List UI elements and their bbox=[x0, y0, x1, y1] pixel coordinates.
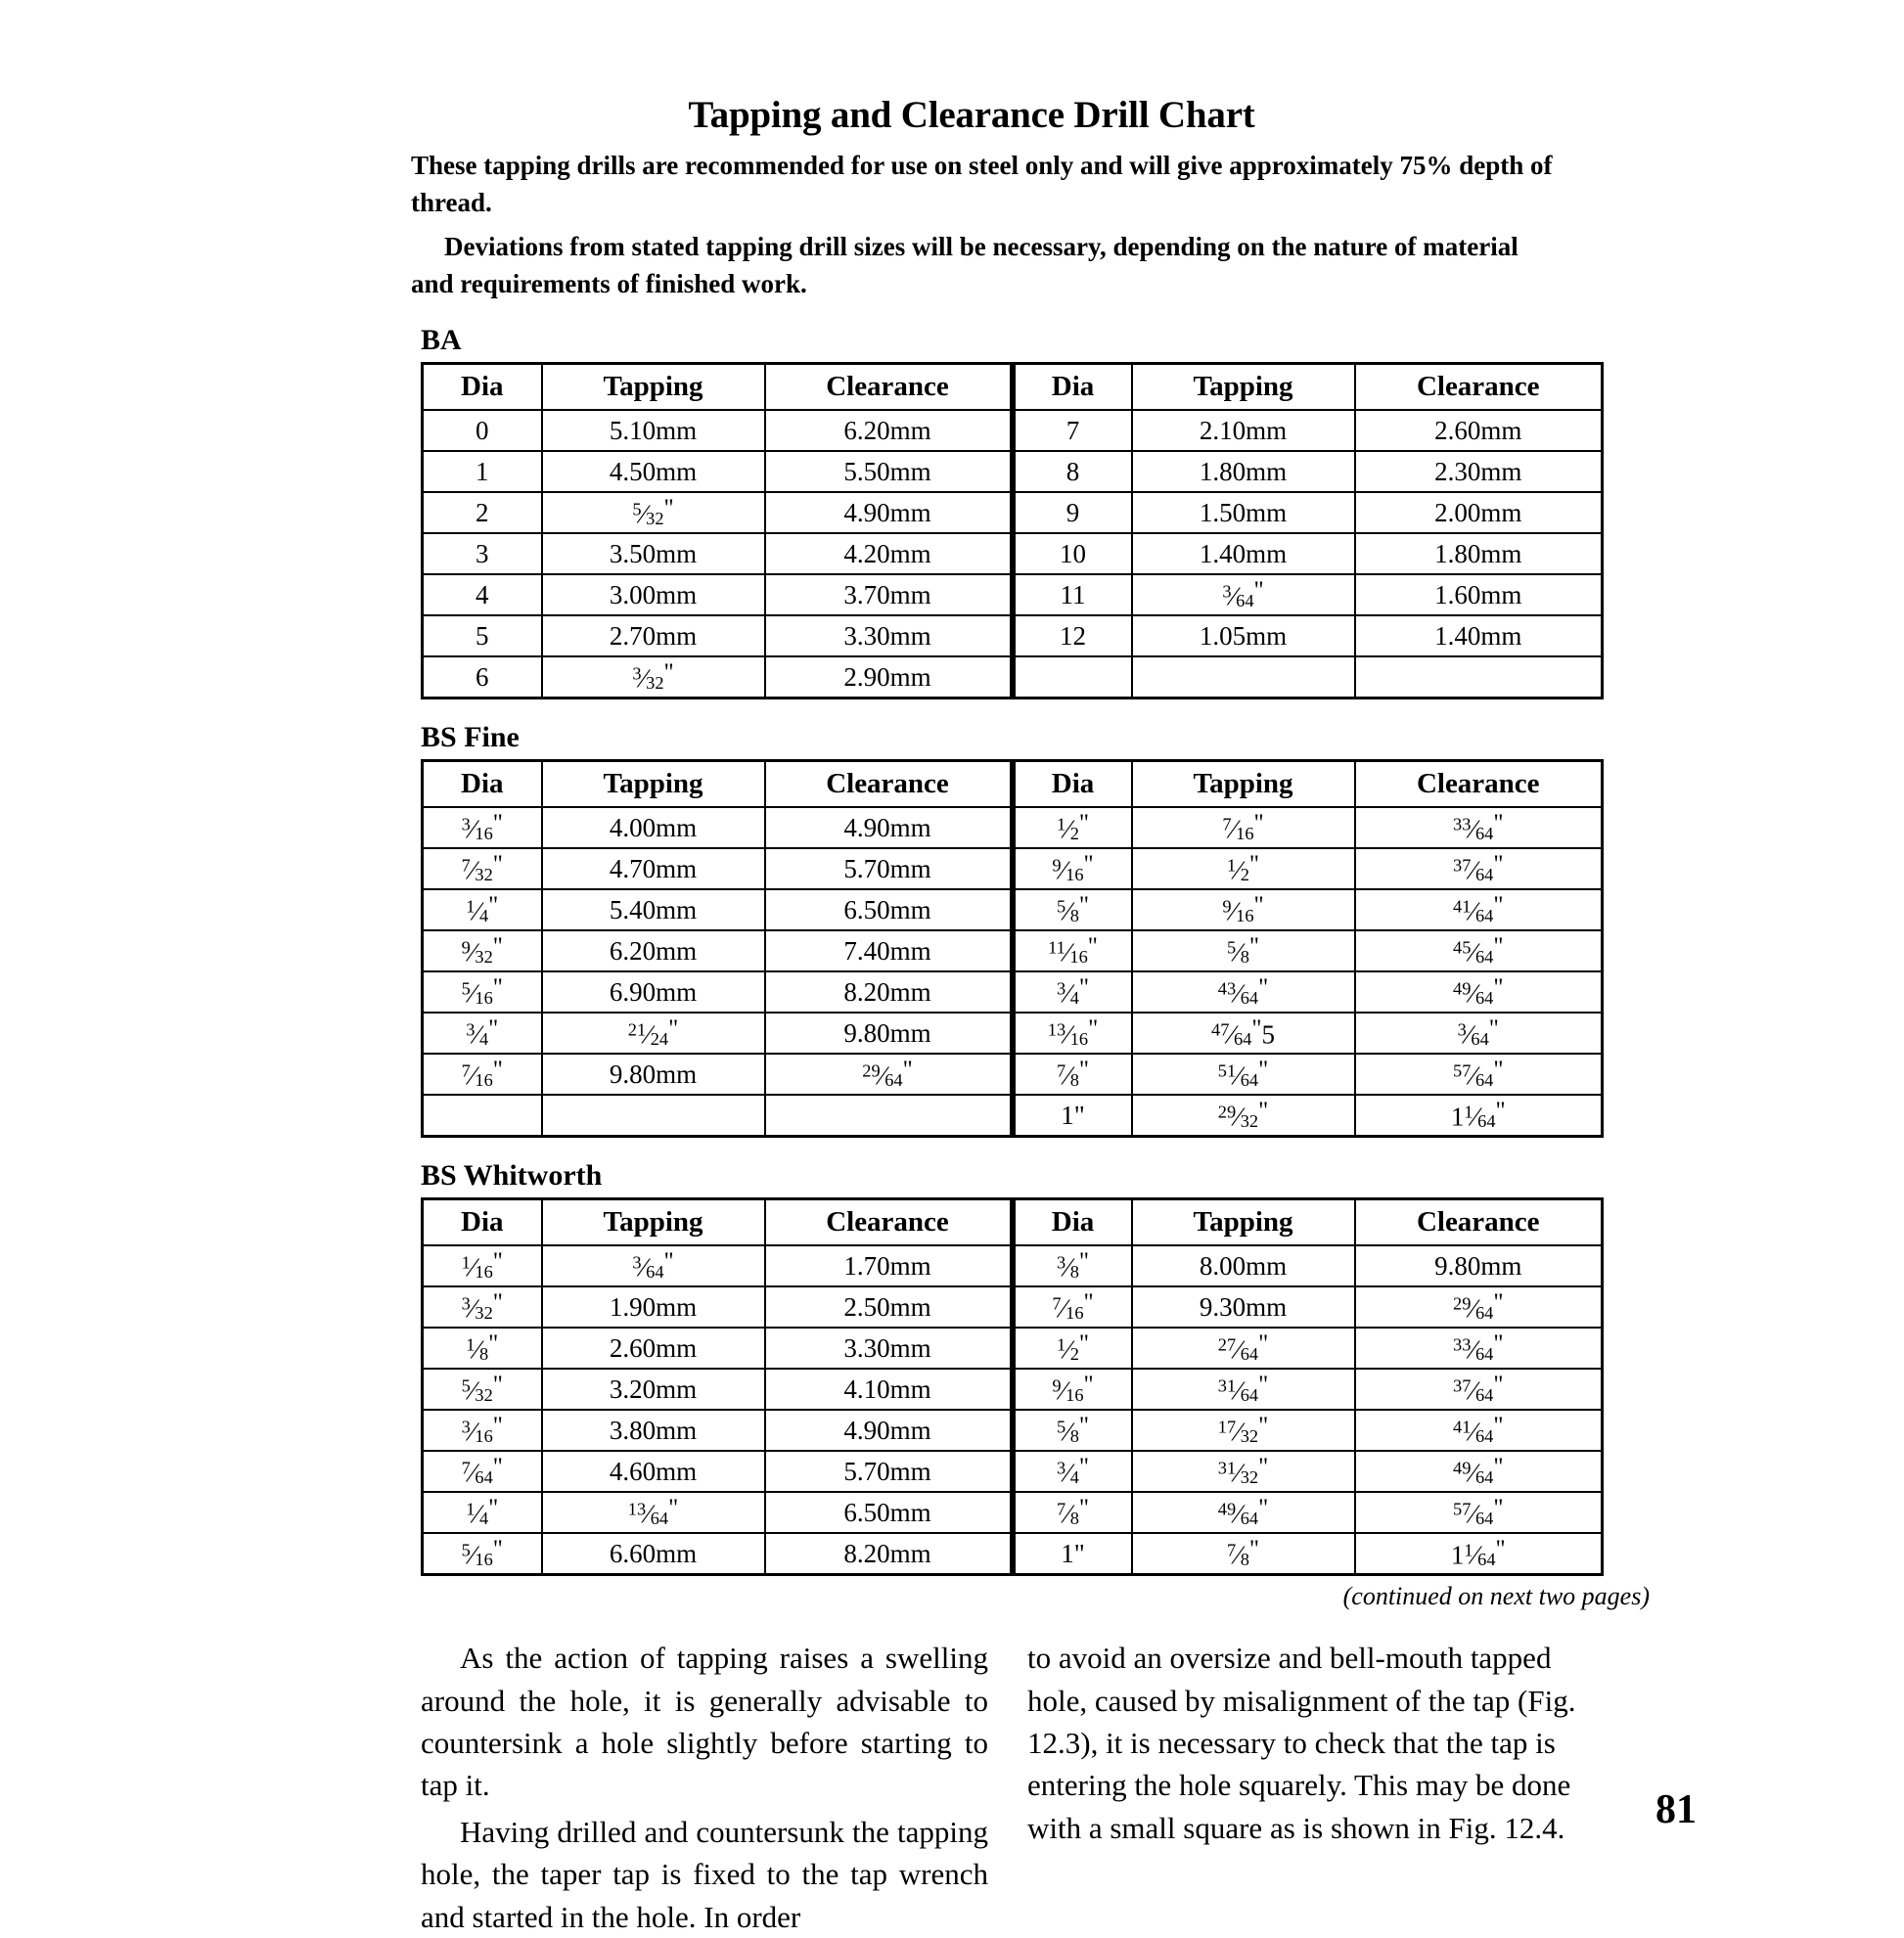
column-header: Clearance bbox=[1355, 364, 1603, 411]
table-cell: $^{43}$⁄64" bbox=[1132, 971, 1355, 1013]
table-cell: $^1$⁄4" bbox=[423, 889, 542, 930]
intro-paragraph-1: These tapping drills are recommended for use on steel only and will give approximately 75% depth of thread. bbox=[411, 151, 1553, 218]
column-header: Dia bbox=[1013, 761, 1132, 808]
table-cell: $^5$⁄16" bbox=[423, 971, 542, 1013]
table-cell bbox=[1132, 656, 1355, 699]
table-cell: 8.20mm bbox=[765, 971, 1013, 1013]
table-cell: 4.10mm bbox=[765, 1369, 1013, 1410]
column-header: Dia bbox=[423, 761, 542, 808]
table-cell: 7.40mm bbox=[765, 930, 1013, 971]
column-header: Dia bbox=[423, 364, 542, 411]
table-cell: $^7$⁄8" bbox=[1013, 1492, 1132, 1533]
table-row bbox=[423, 1054, 1603, 1095]
table-cell: 2.60mm bbox=[1355, 410, 1603, 451]
table-cell: $^{51}$⁄64" bbox=[1132, 1054, 1355, 1095]
table-cell: $1^1⁄64$" bbox=[1355, 1095, 1603, 1137]
table-cell: $^{47}$⁄64"5 bbox=[1132, 1013, 1355, 1054]
table-cell: $^7$⁄16" bbox=[1132, 807, 1355, 848]
table-cell: 5 bbox=[423, 615, 542, 656]
drill-tables-container bbox=[411, 324, 1708, 1576]
column-header: Clearance bbox=[765, 1199, 1013, 1246]
table-cell: 2.90mm bbox=[765, 656, 1013, 699]
table-cell: 4 bbox=[423, 574, 542, 615]
table-cell: $^3$⁄64" bbox=[542, 1245, 765, 1286]
table-cell: 8.20mm bbox=[765, 1533, 1013, 1575]
table-cell bbox=[423, 1095, 542, 1137]
column-header: Tapping bbox=[542, 1199, 765, 1246]
table-cell: 0 bbox=[423, 410, 542, 451]
table-cell: 9.80mm bbox=[765, 1013, 1013, 1054]
column-header: Clearance bbox=[765, 364, 1013, 411]
table-cell bbox=[765, 1095, 1013, 1137]
intro-paragraph-2: Deviations from stated tapping drill sizes will be necessary, depending on the nature of material and requirements of finished work. bbox=[411, 231, 1519, 298]
table-cell bbox=[542, 1095, 765, 1137]
column-header: Tapping bbox=[1132, 1199, 1355, 1246]
table-cell: 6.20mm bbox=[765, 410, 1013, 451]
table-row bbox=[423, 930, 1603, 971]
table-cell: 4.60mm bbox=[542, 1451, 765, 1492]
table-cell: 4.00mm bbox=[542, 807, 765, 848]
table-cell: 5.70mm bbox=[765, 1451, 1013, 1492]
column-header: Tapping bbox=[1132, 761, 1355, 808]
table-cell: $^9$⁄32" bbox=[423, 930, 542, 971]
table-row bbox=[423, 492, 1603, 533]
table-cell: $^{49}$⁄64" bbox=[1132, 1492, 1355, 1533]
table-cell: 3.30mm bbox=[765, 615, 1013, 656]
table-cell: 2.70mm bbox=[542, 615, 765, 656]
table-header-row bbox=[423, 364, 1603, 411]
body-column-right bbox=[1027, 1637, 1595, 1938]
table-cell: 12 bbox=[1013, 615, 1132, 656]
table-cell: $^5$⁄32" bbox=[423, 1369, 542, 1410]
table-cell: $^5$⁄8" bbox=[1013, 889, 1132, 930]
column-header: Tapping bbox=[1132, 364, 1355, 411]
table-cell: $^5$⁄32" bbox=[542, 492, 765, 533]
table-cell: 9.80mm bbox=[1355, 1245, 1603, 1286]
table-cell: 3.20mm bbox=[542, 1369, 765, 1410]
table-cell: $^{37}$⁄64" bbox=[1355, 1369, 1603, 1410]
table-cell: $^3$⁄4" bbox=[423, 1013, 542, 1054]
table-cell: 5.10mm bbox=[542, 410, 765, 451]
table-cell: $^7$⁄16" bbox=[423, 1054, 542, 1095]
table-cell: 10 bbox=[1013, 533, 1132, 574]
table-cell: 5.70mm bbox=[765, 848, 1013, 889]
table-cell: 8.00mm bbox=[1132, 1245, 1355, 1286]
table-cell: 2.00mm bbox=[1355, 492, 1603, 533]
table-cell: $^{29}$⁄64" bbox=[765, 1054, 1013, 1095]
table-cell: $^{49}$⁄64" bbox=[1355, 971, 1603, 1013]
table-section-label: BS Whitworth bbox=[421, 1159, 603, 1193]
table-cell: $1^1⁄64$" bbox=[1355, 1533, 1603, 1575]
table-cell: $^{57}$⁄64" bbox=[1355, 1054, 1603, 1095]
table-row bbox=[423, 1286, 1603, 1328]
table-cell: 4.50mm bbox=[542, 451, 765, 492]
table-cell: $^3$⁄4" bbox=[1013, 971, 1132, 1013]
column-header: Tapping bbox=[542, 364, 765, 411]
table-cell: $^{31}$⁄32" bbox=[1132, 1451, 1355, 1492]
table-cell: 9 bbox=[1013, 492, 1132, 533]
continued-note: (continued on next two pages) bbox=[1342, 1582, 1650, 1611]
table-cell: $^{33}$⁄64" bbox=[1355, 807, 1603, 848]
table-cell: $^7$⁄8" bbox=[1013, 1054, 1132, 1095]
drill-table bbox=[421, 1197, 1604, 1576]
table-cell: 11 bbox=[1013, 574, 1132, 615]
table-cell: 1.60mm bbox=[1355, 574, 1603, 615]
table-cell: 1.90mm bbox=[542, 1286, 765, 1328]
table-cell bbox=[1013, 656, 1132, 699]
table-cell: $^{11}$⁄16" bbox=[1013, 930, 1132, 971]
table-cell: 2.50mm bbox=[765, 1286, 1013, 1328]
table-row bbox=[423, 1492, 1603, 1533]
table-cell: 2.30mm bbox=[1355, 451, 1603, 492]
table-cell: 6.50mm bbox=[765, 1492, 1013, 1533]
table-cell: 6.20mm bbox=[542, 930, 765, 971]
table-cell: 4.90mm bbox=[765, 1410, 1013, 1451]
table-cell: $^{41}$⁄64" bbox=[1355, 1410, 1603, 1451]
table-cell: $^5$⁄8" bbox=[1132, 930, 1355, 971]
table-cell: $^7$⁄8" bbox=[1132, 1533, 1355, 1575]
table-cell: $^7$⁄64" bbox=[423, 1451, 542, 1492]
body-text-columns bbox=[421, 1637, 1595, 1938]
table-cell: $^3$⁄32" bbox=[423, 1286, 542, 1328]
drill-table bbox=[421, 759, 1604, 1138]
table-cell: $^{41}$⁄64" bbox=[1355, 889, 1603, 930]
table-header-row bbox=[423, 761, 1603, 808]
table-cell: 3.70mm bbox=[765, 574, 1013, 615]
table-header-row bbox=[423, 1199, 1603, 1246]
table-cell: $^{33}$⁄64" bbox=[1355, 1328, 1603, 1369]
table-cell: $^{13}$⁄64" bbox=[542, 1492, 765, 1533]
table-cell: 7 bbox=[1013, 410, 1132, 451]
table-cell: $^9$⁄16" bbox=[1132, 889, 1355, 930]
table-cell: $^5$⁄8" bbox=[1013, 1410, 1132, 1451]
column-header: Dia bbox=[423, 1199, 542, 1246]
table-cell: 3 bbox=[423, 533, 542, 574]
table-cell: 1.40mm bbox=[1355, 615, 1603, 656]
table-cell: 2.60mm bbox=[542, 1328, 765, 1369]
table-cell: $^{17}$⁄32" bbox=[1132, 1410, 1355, 1451]
table-cell: $^{27}$⁄64" bbox=[1132, 1328, 1355, 1369]
table-cell: 3.50mm bbox=[542, 533, 765, 574]
table-cell: $^1$⁄8" bbox=[423, 1328, 542, 1369]
table-row bbox=[423, 1533, 1603, 1575]
column-header: Clearance bbox=[1355, 761, 1603, 808]
table-row bbox=[423, 451, 1603, 492]
column-header: Clearance bbox=[1355, 1199, 1603, 1246]
drill-table bbox=[421, 362, 1604, 699]
table-cell: $^3$⁄16" bbox=[423, 807, 542, 848]
table-cell bbox=[1355, 656, 1603, 699]
table-cell: 1.70mm bbox=[765, 1245, 1013, 1286]
table-cell: $^3$⁄32" bbox=[542, 656, 765, 699]
table-row bbox=[423, 848, 1603, 889]
table-cell: $^1$⁄2" bbox=[1132, 848, 1355, 889]
table-row bbox=[423, 574, 1603, 615]
table-cell: $^{31}$⁄64" bbox=[1132, 1369, 1355, 1410]
table-section-label: BA bbox=[421, 324, 462, 357]
table-cell: 4.90mm bbox=[765, 807, 1013, 848]
table-row bbox=[423, 889, 1603, 930]
table-row bbox=[423, 1013, 1603, 1054]
body-paragraph: As the action of tapping raises a swelling around the hole, it is generally advisable to countersink a hole slightly before starting to tap it. bbox=[421, 1641, 988, 1803]
table-cell: 4.90mm bbox=[765, 492, 1013, 533]
table-cell: $^5$⁄16" bbox=[423, 1533, 542, 1575]
column-header: Tapping bbox=[542, 761, 765, 808]
table-cell: 1.40mm bbox=[1132, 533, 1355, 574]
table-row bbox=[423, 1245, 1603, 1286]
table-cell: $^3$⁄64" bbox=[1355, 1013, 1603, 1054]
table-cell: 1" bbox=[1013, 1095, 1132, 1137]
table-cell: 2.10mm bbox=[1132, 410, 1355, 451]
table-row bbox=[423, 615, 1603, 656]
table-cell: 6.50mm bbox=[765, 889, 1013, 930]
table-cell: $^{49}$⁄64" bbox=[1355, 1451, 1603, 1492]
table-cell: $^{21}$⁄24" bbox=[542, 1013, 765, 1054]
table-cell: 1.05mm bbox=[1132, 615, 1355, 656]
table-cell: $^1$⁄2" bbox=[1013, 807, 1132, 848]
table-cell: 1.80mm bbox=[1355, 533, 1603, 574]
table-cell: $^1$⁄2" bbox=[1013, 1328, 1132, 1369]
table-row bbox=[423, 1451, 1603, 1492]
table-cell: 3.30mm bbox=[765, 1328, 1013, 1369]
table-cell: 6 bbox=[423, 656, 542, 699]
table-cell: 3.80mm bbox=[542, 1410, 765, 1451]
table-row bbox=[423, 807, 1603, 848]
table-cell: 6.60mm bbox=[542, 1533, 765, 1575]
table-cell: 1.80mm bbox=[1132, 451, 1355, 492]
body-paragraph: Having drilled and countersunk the tapping hole, the taper tap is fixed to the tap wrench and started in the hole. In order bbox=[421, 1814, 988, 1934]
table-cell: $^{37}$⁄64" bbox=[1355, 848, 1603, 889]
table-cell: 5.40mm bbox=[542, 889, 765, 930]
table-cell: $^1$⁄4" bbox=[423, 1492, 542, 1533]
table-row bbox=[423, 1410, 1603, 1451]
page-number: 81 bbox=[1655, 1787, 1697, 1832]
table-row bbox=[423, 410, 1603, 451]
table-cell: $^7$⁄16" bbox=[1013, 1286, 1132, 1328]
table-row bbox=[423, 1328, 1603, 1369]
table-cell: 1 bbox=[423, 451, 542, 492]
table-cell: $^{45}$⁄64" bbox=[1355, 930, 1603, 971]
table-cell: 5.50mm bbox=[765, 451, 1013, 492]
column-header: Dia bbox=[1013, 364, 1132, 411]
table-cell: 3.00mm bbox=[542, 574, 765, 615]
table-cell: $^{29}$⁄64" bbox=[1355, 1286, 1603, 1328]
table-row bbox=[423, 1095, 1603, 1137]
table-cell: 1.50mm bbox=[1132, 492, 1355, 533]
column-header: Clearance bbox=[765, 761, 1013, 808]
table-cell: 1" bbox=[1013, 1533, 1132, 1575]
column-header: Dia bbox=[1013, 1199, 1132, 1246]
table-cell: $^3$⁄8" bbox=[1013, 1245, 1132, 1286]
page-title: Tapping and Clearance Drill Chart bbox=[688, 94, 1255, 136]
table-cell: 4.20mm bbox=[765, 533, 1013, 574]
table-cell: $^3$⁄16" bbox=[423, 1410, 542, 1451]
table-cell: $^{13}$⁄16" bbox=[1013, 1013, 1132, 1054]
table-row bbox=[423, 1369, 1603, 1410]
table-cell: $^{57}$⁄64" bbox=[1355, 1492, 1603, 1533]
table-cell: $^1$⁄16" bbox=[423, 1245, 542, 1286]
table-cell: $^7$⁄32" bbox=[423, 848, 542, 889]
table-cell: $^3$⁄64" bbox=[1132, 574, 1355, 615]
table-row bbox=[423, 971, 1603, 1013]
table-cell: $^9$⁄16" bbox=[1013, 848, 1132, 889]
table-row bbox=[423, 656, 1603, 699]
table-row bbox=[423, 533, 1603, 574]
table-section-label: BS Fine bbox=[421, 721, 520, 754]
table-cell: $^9$⁄16" bbox=[1013, 1369, 1132, 1410]
table-cell: $^3$⁄4" bbox=[1013, 1451, 1132, 1492]
body-column-left bbox=[421, 1637, 988, 1938]
table-cell: 8 bbox=[1013, 451, 1132, 492]
body-paragraph: to avoid an oversize and bell-mouth tapped hole, caused by misalignment of the tap (Fig. 12.3), it is necessary to check that the tap is entering the hole squarely. This may be done with a small square as is shown in Fig. 12.4. bbox=[1027, 1641, 1576, 1845]
table-cell: 6.90mm bbox=[542, 971, 765, 1013]
table-cell: 2 bbox=[423, 492, 542, 533]
table-cell: 4.70mm bbox=[542, 848, 765, 889]
table-cell: 9.30mm bbox=[1132, 1286, 1355, 1328]
table-cell: 9.80mm bbox=[542, 1054, 765, 1095]
table-cell: $^{29}$⁄32" bbox=[1132, 1095, 1355, 1137]
